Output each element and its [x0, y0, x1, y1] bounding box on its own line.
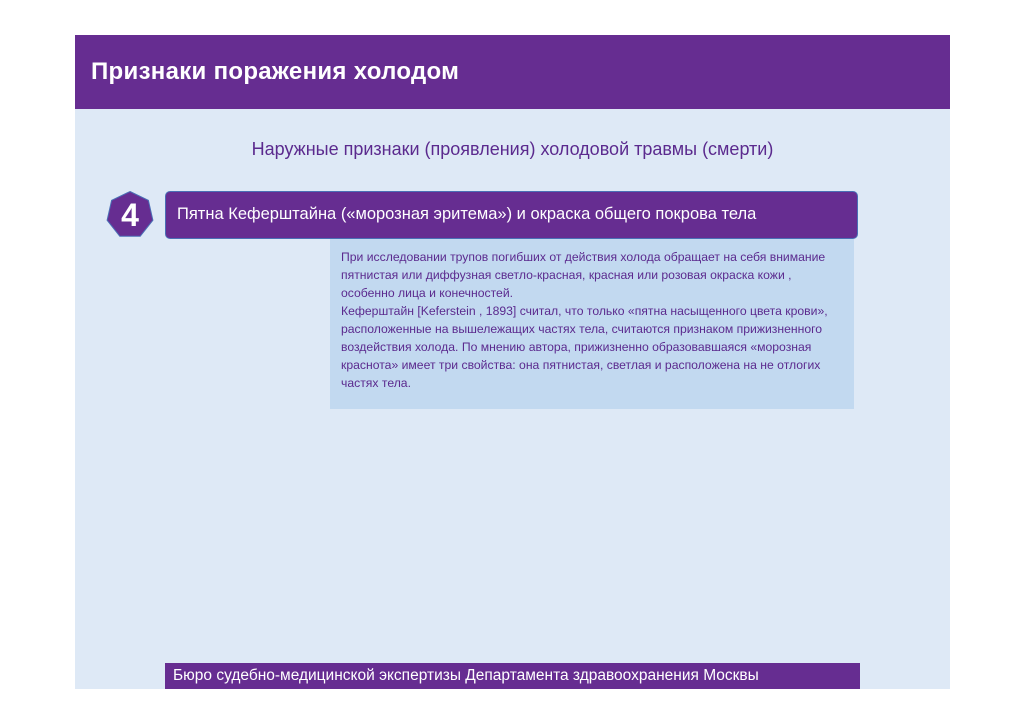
footer-bar: [165, 663, 860, 689]
section-subtitle: Наружные признаки (проявления) холодовой травмы (смерти): [251, 139, 774, 159]
description-paragraph-1: При исследовании трупов погибших от действия холода обращает на себя внимание пятнистая или диффузная светло-красная, красная или розовая окраска кожи , особенно лица и конечностей.: [341, 250, 826, 300]
item-title: Пятна Кеферштайна («морозная эритема») и окраска общего покрова тела: [177, 205, 757, 223]
number-badge: [105, 190, 155, 240]
item-title-bar: [165, 191, 858, 239]
badge-number: 4: [121, 197, 139, 233]
description-box: [330, 239, 854, 409]
header-bar: [75, 35, 950, 109]
page-title: Признаки поражения холодом: [91, 58, 460, 85]
description-paragraph-2: Кеферштайн [Keferstein , 1893] считал, что только «пятна насыщенного цвета крови», расположенные на вышележащих частях тела, считаются признаком прижизненного воздействия холода. По мнению автора, прижизненно образовавшаяся «морозная краснота» имеет три свойства: она пятнистая, светлая и расположена на не отлогих частях тела.: [341, 304, 828, 390]
footer-text: Бюро судебно-медицинской экспертизы Департамента здравоохранения Москвы: [173, 667, 759, 684]
slide: [75, 35, 950, 689]
